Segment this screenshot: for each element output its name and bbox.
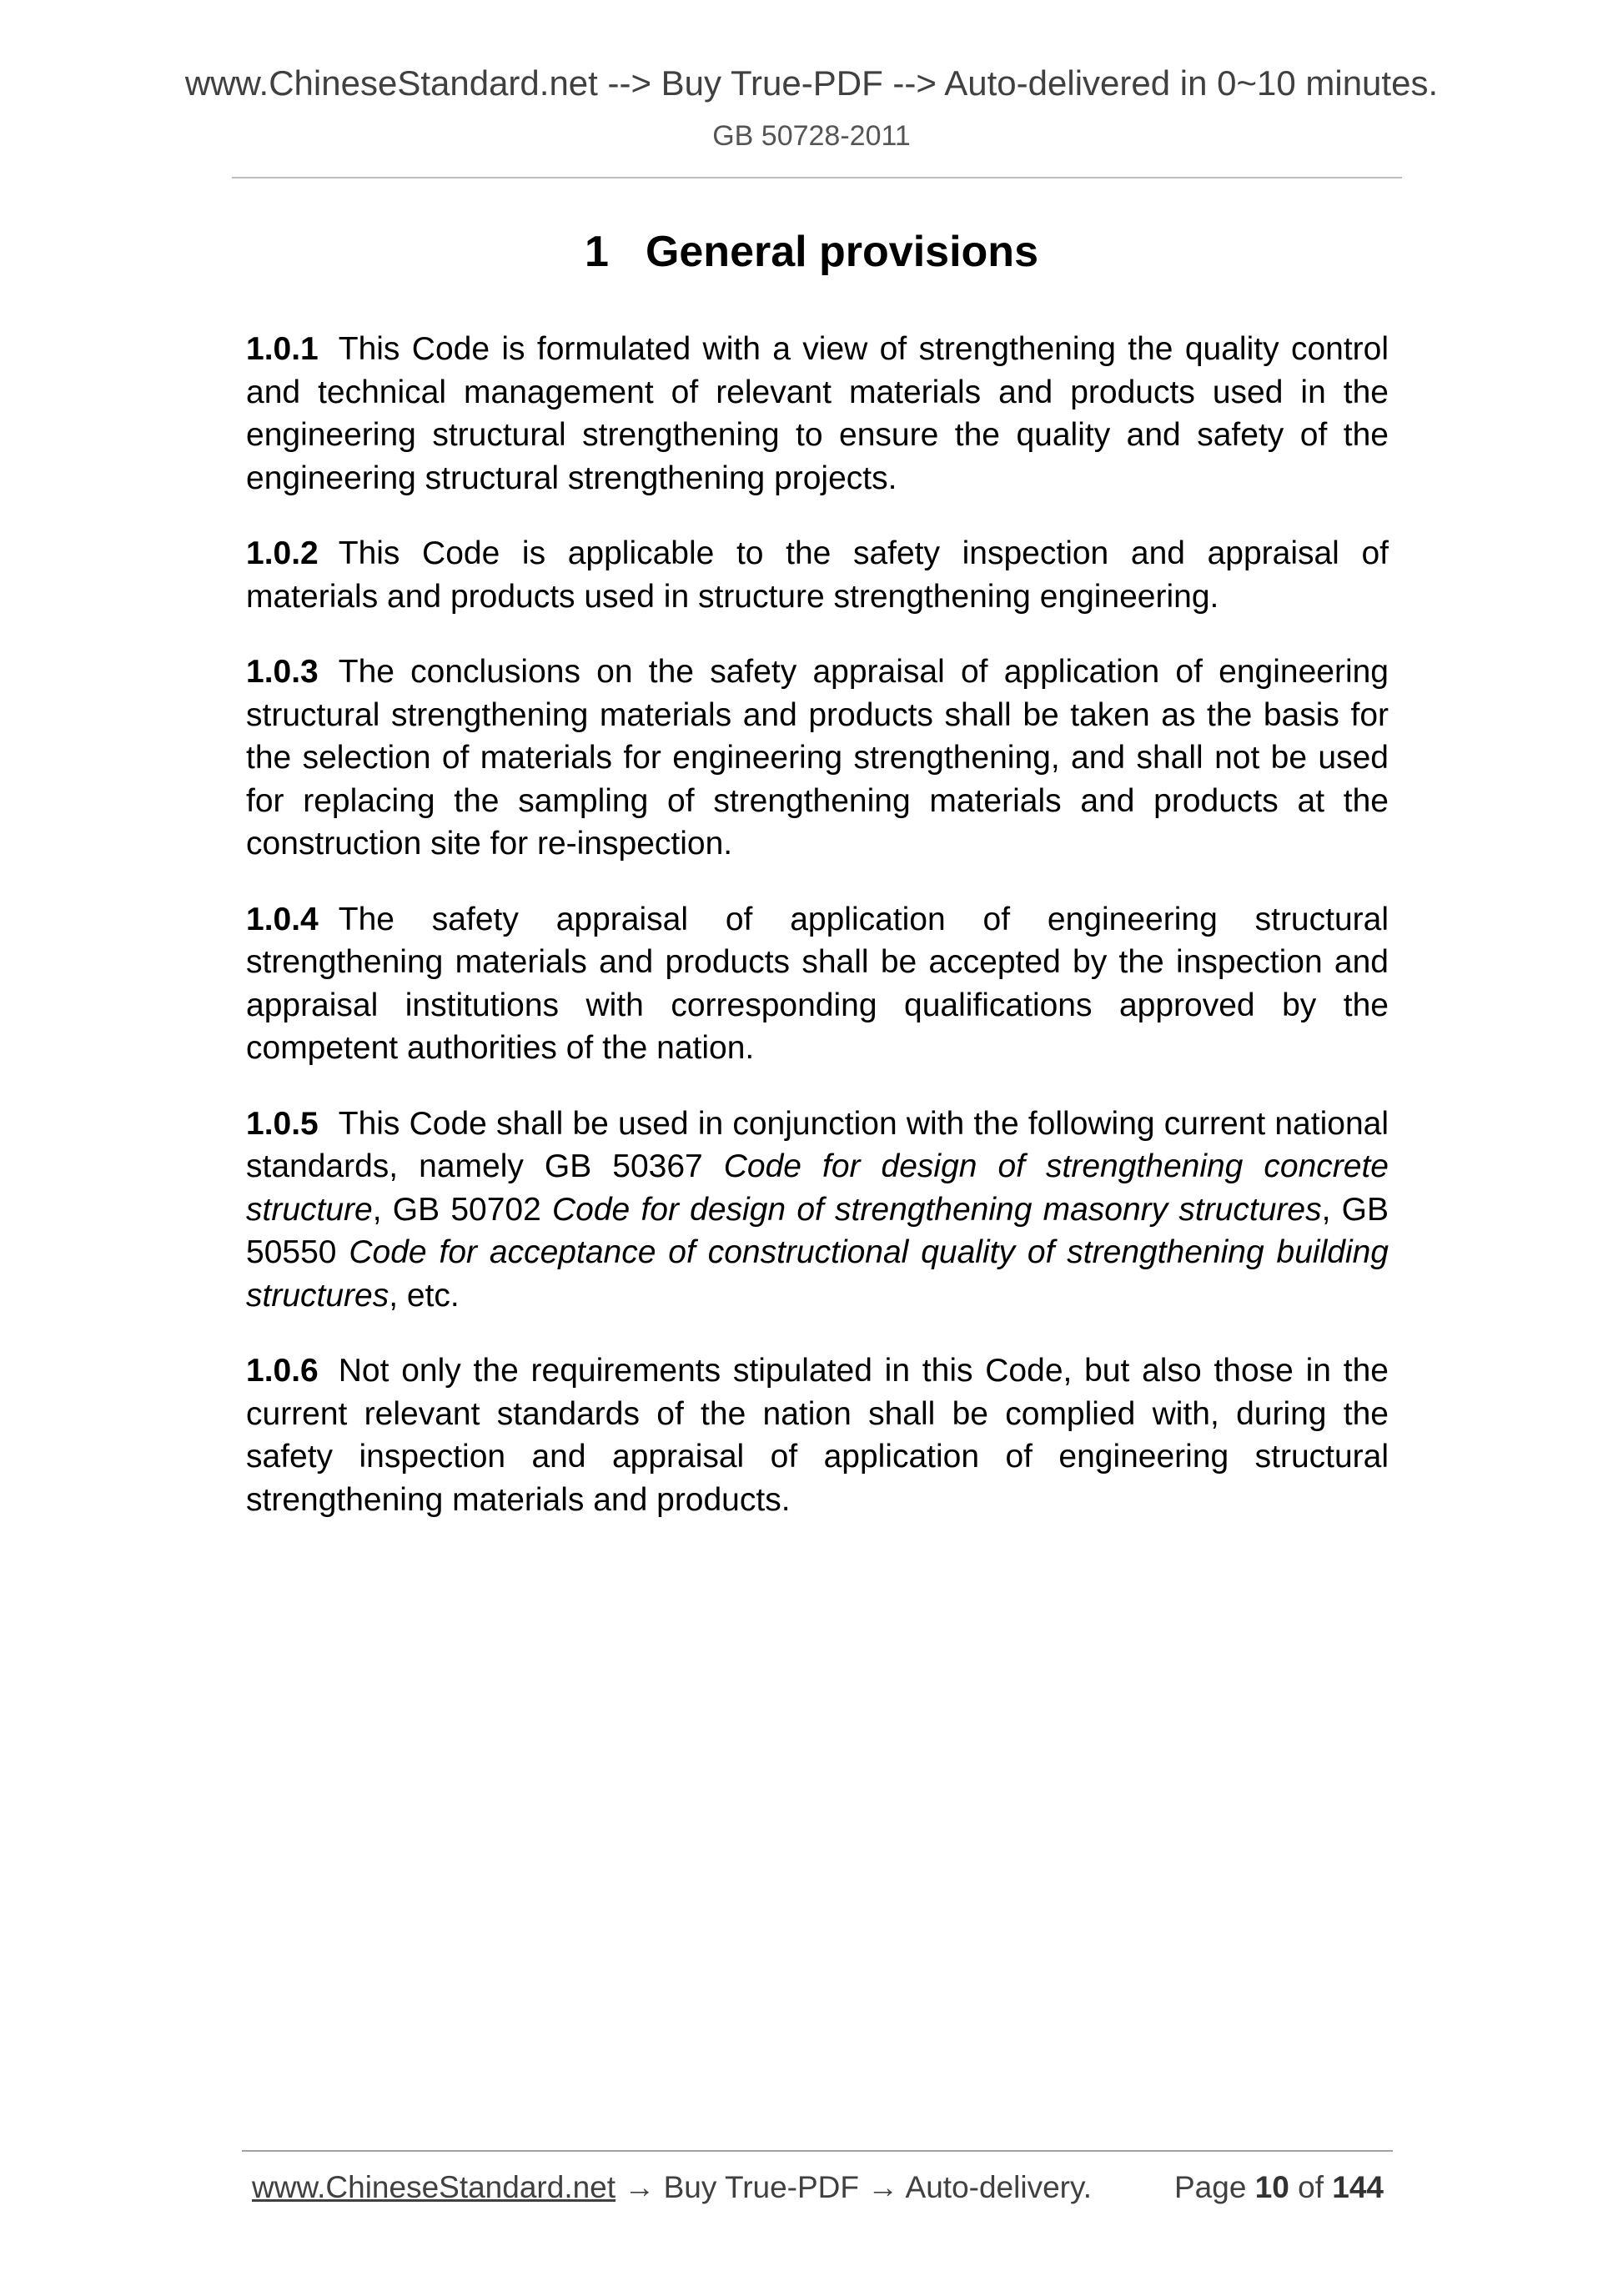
clause-1-0-3 — [246, 651, 1389, 866]
clause-text: , GB 50702 — [372, 1191, 552, 1228]
clause-number: 1.0.1 — [246, 331, 319, 367]
standard-title-gb50702: Code for design of strengthening masonry structures — [552, 1191, 1322, 1228]
arrow-right-icon: → — [867, 2170, 899, 2204]
clause-text: The conclusions on the safety appraisal of application of engineering structural strengthening materials and products shall be taken as the basis for the selection of materials for engineering strengthening, and shall not be used for replacing the sampling of strengthening materials and products at the construction site for re-inspection. — [246, 654, 1389, 862]
top-banner[interactable]: www.ChineseStandard.net --> Buy True-PDF --> Auto-delivered in 0~10 minutes. — [184, 63, 1439, 103]
clause-text: This Code shall be used in conjunction with the following current national standards, namely GB 50367 — [246, 1105, 1389, 1184]
of-label: of — [1298, 2170, 1324, 2204]
footer-links — [252, 2170, 1092, 2205]
clause-number: 1.0.4 — [246, 901, 319, 937]
clause-text: , etc. — [389, 1277, 460, 1314]
clause-text: The safety appraisal of application of engineering structural strengthening materials and products shall be accepted by the inspection and appraisal institutions with corresponding qualifications approved by the competent authorities of the nation. — [246, 901, 1389, 1066]
document-code: GB 50728-2011 — [712, 120, 911, 152]
clause-1-0-2 — [246, 532, 1389, 618]
clauses — [246, 328, 1389, 1554]
clause-text: This Code is applicable to the safety inspection and appraisal of materials and products used in structure strengthening engineering. — [246, 535, 1389, 615]
arrow-right-icon: → — [624, 2170, 656, 2204]
clause-number: 1.0.6 — [246, 1353, 319, 1389]
header-divider — [232, 177, 1402, 178]
footer-delivery-text: Auto-delivery. — [905, 2170, 1093, 2204]
page-total: 144 — [1332, 2170, 1384, 2204]
chapter-heading: General provisions — [645, 228, 1038, 276]
clause-1-0-6 — [246, 1349, 1389, 1521]
clause-text: Not only the requirements stipulated in this Code, but also those in the current relevant standards of the nation shall be complied with, during the safety inspection and appraisal of application of engineering structural strengthening materials and products. — [246, 1353, 1389, 1518]
clause-1-0-4 — [246, 898, 1389, 1070]
clause-number: 1.0.5 — [246, 1105, 319, 1142]
footer-divider — [242, 2150, 1393, 2152]
footer-site-link[interactable]: www.ChineseStandard.net — [252, 2170, 616, 2204]
clause-1-0-5 — [246, 1103, 1389, 1318]
chapter-title — [0, 227, 1623, 277]
standard-title-gb50550: Code for acceptance of constructional quality of strengthening building structures — [246, 1234, 1389, 1314]
page-number: 10 — [1254, 2170, 1289, 2204]
standard-title-gb50367: Code for design of strengthening concrete structure — [246, 1148, 1389, 1228]
page-label: Page — [1174, 2170, 1247, 2204]
page-indicator — [1174, 2170, 1384, 2205]
clause-1-0-1 — [246, 328, 1389, 500]
chapter-number: 1 — [585, 228, 609, 276]
clause-number: 1.0.3 — [246, 654, 319, 690]
clause-text: This Code is formulated with a view of strengthening the quality control and technical management of relevant materials and products used in the engineering structural strengthening to ensure the quality and safety of the engineering structural strengthening projects. — [246, 331, 1389, 496]
footer-buy-link: Buy True-PDF — [663, 2170, 860, 2204]
clause-text: , GB 50550 — [246, 1191, 1389, 1270]
clause-number: 1.0.2 — [246, 535, 319, 571]
